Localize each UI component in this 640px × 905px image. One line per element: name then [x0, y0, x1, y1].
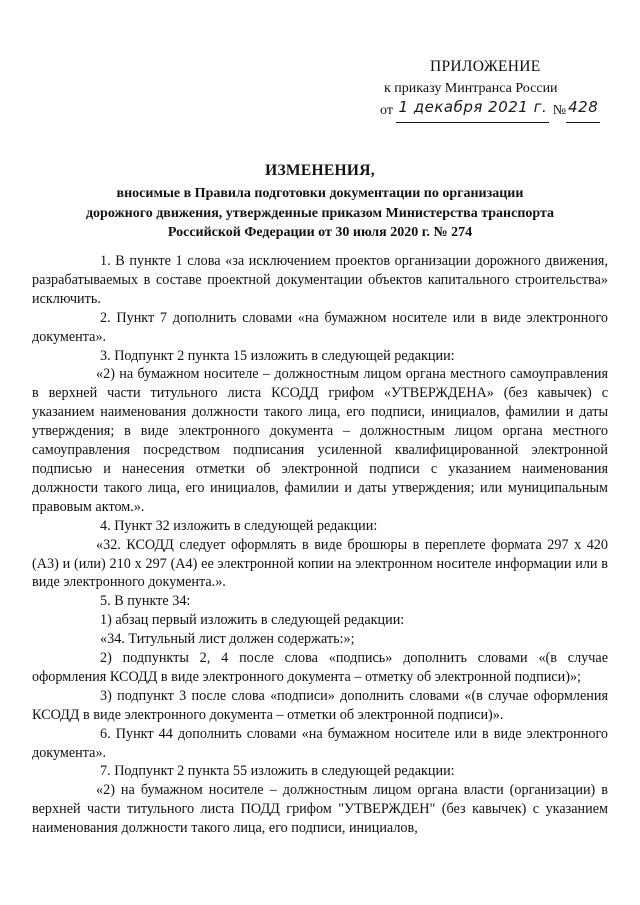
paragraph: «2) на бумажном носителе – должностным лицом органа власти (организации) в верхней части титульного листа ПОДД грифом "УТВЕРЖДЕН" (без кавычек) с указанием наименования должности такого лица, его подписи, инициалов, — [32, 782, 608, 837]
appendix-date-line — [368, 98, 618, 123]
appendix-block — [368, 58, 618, 123]
heading-subtitle-line-1: вносимые в Правила подготовки документации по организации — [116, 186, 524, 201]
date-prefix: от — [380, 103, 393, 118]
heading-subtitle-line-2: дорожного движения, утвержденные приказом Министерства транспорта — [85, 205, 555, 221]
paragraph: 1) абзац первый изложить в следующей редакции: — [100, 612, 405, 629]
appendix-title: ПРИЛОЖЕНИЕ — [430, 58, 541, 75]
date-field — [396, 98, 549, 123]
paragraph: 5. В пункте 34: — [100, 593, 191, 610]
paragraph: «2) на бумажном носителе – должностным лицом органа местного самоуправления в верхней части титульного листа КСОДД грифом «УТВЕРЖДЕНА» (без кавычек) с указанием наименования должности такого лица, его подписи, инициалов, фамилии и даты утверждения; в виде электронного документа – должностным лицом органа местного самоуправления посредством подписания усиленной квалифицированной электронной подписью и нанесения отметки об электронной подписи с указанием наименования должности такого лица, его инициалов, фамилии и даты утверждения; или муниципальным правовым актом.». — [32, 366, 608, 515]
paragraph: 2. Пункт 7 дополнить словами «на бумажном носителе или в виде электронного документа». — [32, 309, 608, 345]
paragraph: «34. Титульный лист должен содержать:»; — [100, 631, 355, 648]
heading-title: ИЗМЕНЕНИЯ, — [265, 162, 375, 179]
number-prefix: № — [552, 103, 567, 118]
paragraph: 3. Подпункт 2 пункта 15 изложить в следующей редакции: — [100, 347, 455, 364]
paragraph: 6. Пункт 44 дополнить словами «на бумажном носителе или в виде электронного документа». — [32, 725, 608, 761]
paragraph: 7. Подпункт 2 пункта 55 изложить в следующей редакции: — [100, 763, 455, 780]
handwritten-number: 428 — [568, 98, 599, 116]
document-heading — [40, 162, 600, 243]
document-body — [32, 252, 608, 838]
appendix-order-ref: к приказу Минтранса России — [384, 81, 558, 96]
handwritten-date: 1 декабря 2021 г. — [398, 98, 548, 116]
paragraph: 3) подпункт 3 после слова «подписи» дополнить словами «(в случае оформления КСОДД в виде электронного документа – отметки об электронной подписи)». — [32, 687, 608, 723]
paragraph: 4. Пункт 32 изложить в следующей редакции: — [100, 517, 378, 534]
number-field — [566, 98, 600, 123]
heading-subtitle-line-3: Российской Федерации от 30 июля 2020 г. № 274 — [167, 225, 473, 240]
paragraph: «32. КСОДД следует оформлять в виде брошюры в переплете формата 297 x 420 (А3) и (или) 210 x 297 (А4) ее электронной копии на электронном носителе информации или в виде электронного документа.». — [32, 536, 608, 591]
paragraph: 2) подпункты 2, 4 после слова «подпись» дополнить словами «(в случае оформления КСОДД в виде электронного документа – отметку об электронной подписи)»; — [32, 650, 608, 685]
paragraph: 1. В пункте 1 слова «за исключением проектов организации дорожного движения, разрабатываемых в составе проектной документации объектов капитального строительства» исключить. — [32, 253, 608, 307]
